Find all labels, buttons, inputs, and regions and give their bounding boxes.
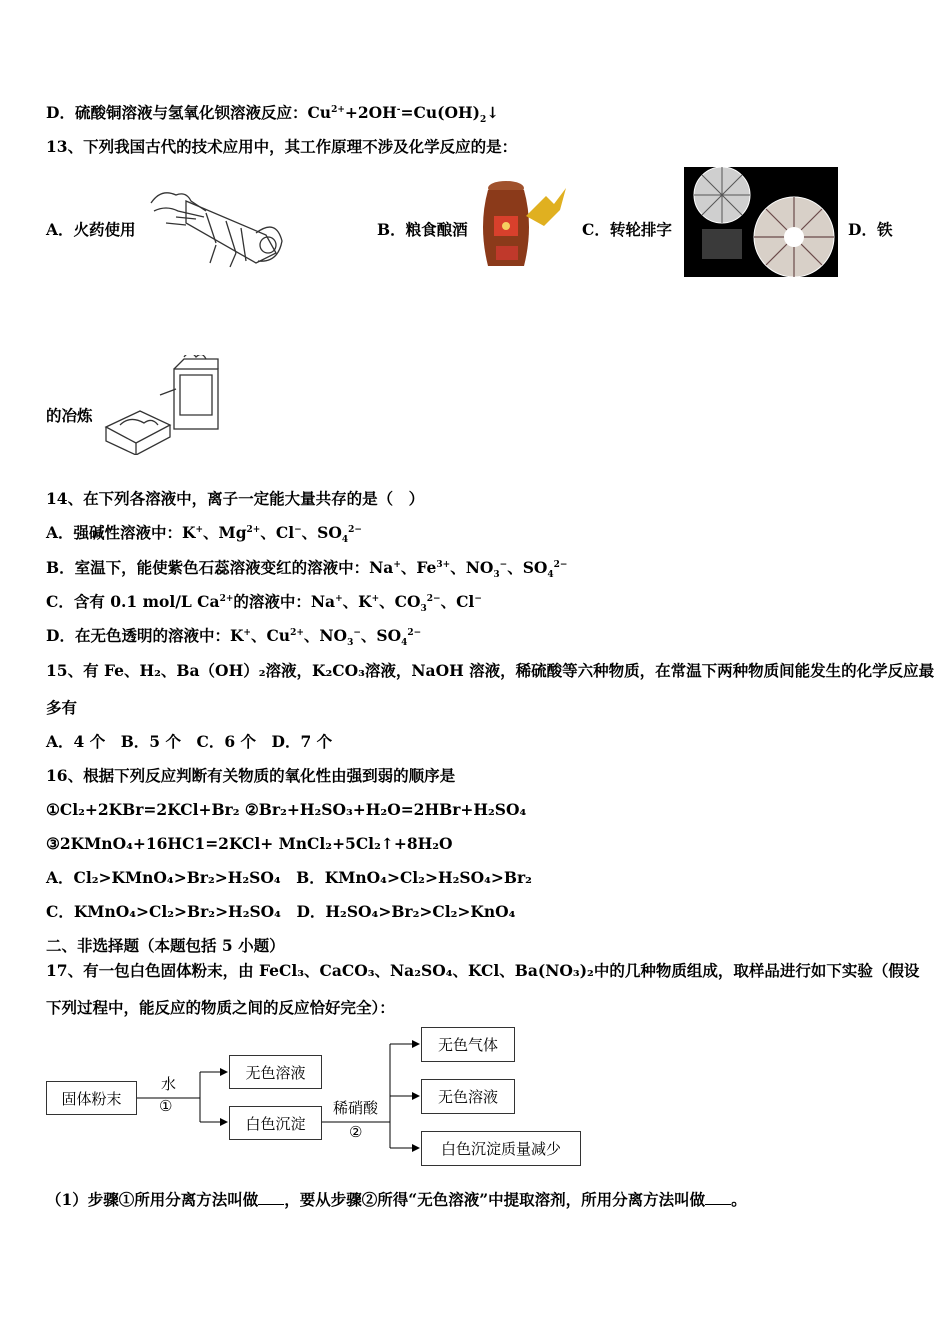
q14-option-c: C．含有 0.1 mol/L $Ca^{2+}$的溶液中：Na+、K+、$CO_3^{2-}$、Cl− [46, 592, 482, 615]
q16-reactions-1-2: ①Cl₂+2KBr=2KCl+Br₂ ②Br₂+H₂SO₃+H₂O=2HBr+H₂SO₄ [46, 800, 527, 819]
flow-start-box: 固体粉末 [46, 1081, 137, 1115]
q13-option-a: A．火药使用 [46, 220, 136, 239]
q13-stem: 13、下列我国古代的技术应用中，其工作原理不涉及化学反应的是： [46, 137, 518, 156]
flow-step1-reagent: 水 [161, 1075, 177, 1093]
flow-precipitate-decrease-box: 白色沉淀质量减少 [421, 1131, 581, 1166]
q14-option-a: A．强碱性溶液中：K+、$Mg^{2+}$、Cl−、$SO_4^{2-}$ [46, 523, 362, 546]
q15-options: A．4 个 B．5 个 C．6 个 D．7 个 [46, 732, 333, 751]
q12-option-d: D．硫酸铜溶液与氢氧化钡溶液反应：$Cu^{2+}+2OH^-=Cu(OH)_2↓$ [46, 103, 500, 126]
q16-reaction-3: ③2KMnO₄+16HC1=2KCl+ MnCl₂+5Cl₂↑+8H₂O [46, 834, 453, 853]
q15-stem-line2: 多有 [46, 698, 78, 717]
flow-step2-number: ② [349, 1123, 363, 1141]
q15-stem-line1: 15、有 Fe、H₂、Ba（OH）₂溶液，K₂CO₃溶液，NaOH 溶液，稀硫酸等六种物质，在常温下两种物质间能发生的化学反应最 [46, 661, 935, 680]
q13-option-b: B．粮食酿酒 [377, 220, 468, 239]
flow-step1-number: ① [159, 1097, 173, 1115]
flow-colorless-solution-box: 无色溶液 [229, 1055, 322, 1089]
rotating-type-wheel-image [682, 165, 840, 279]
answer-blank-1[interactable] [258, 1190, 284, 1205]
q16-options-ab: A．Cl₂>KMnO₄>Br₂>H₂SO₄ B．KMnO₄>Cl₂>H₂SO₄>Br₂ [46, 868, 532, 887]
q17-sub1: （1）步骤①所用分离方法叫做 ，要从步骤②所得“无色溶液”中提取溶剂，所用分离方法叫做 。 [46, 1190, 747, 1209]
flow-white-precipitate-box: 白色沉淀 [229, 1106, 322, 1140]
section-title: 二、非选择题（本题包括 5 小题） [46, 936, 285, 955]
flow-colorless-solution-2-box: 无色溶液 [421, 1079, 515, 1114]
wine-jar-image [476, 176, 572, 276]
flow-colorless-gas-box: 无色气体 [421, 1027, 515, 1062]
answer-blank-2[interactable] [705, 1190, 731, 1205]
q17-stem-line2: 下列过程中，能反应的物质之间的反应恰好完全）： [46, 998, 395, 1017]
q14-stem: 14、在下列各溶液中，离子一定能大量共存的是（ ） [46, 489, 425, 508]
q14-option-d: D．在无色透明的溶液中：K+、$Cu^{2+}$、$NO_3^-$、$SO_4^{2-}$ [46, 626, 422, 649]
iron-smelting-image [100, 355, 226, 455]
q16-options-cd: C．KMnO₄>Cl₂>Br₂>H₂SO₄ D．H₂SO₄>Br₂>Cl₂>KnO₄ [46, 902, 516, 921]
q14-option-b: B．室温下，能使紫色石蕊溶液变红的溶液中：Na+、$Fe^{3+}$、$NO_3^-$、$SO_4^{2-}$ [46, 558, 568, 581]
flow-step2-reagent: 稀硝酸 [333, 1099, 379, 1117]
q13-option-c: C．转轮排字 [582, 220, 672, 239]
q13-option-d-part1: D．铁 [848, 220, 893, 239]
q13-option-d-part2: 的冶炼 [46, 406, 93, 425]
gunpowder-dragon-image [146, 183, 286, 269]
q17-stem-line1: 17、有一包白色固体粉末，由 FeCl₃、CaCO₃、Na₂SO₄、KCl、Ba(NO₃)₂中的几种物质组成，取样品进行如下实验（假设 [46, 961, 920, 980]
q16-stem: 16、根据下列反应判断有关物质的氧化性由强到弱的顺序是 [46, 766, 456, 785]
